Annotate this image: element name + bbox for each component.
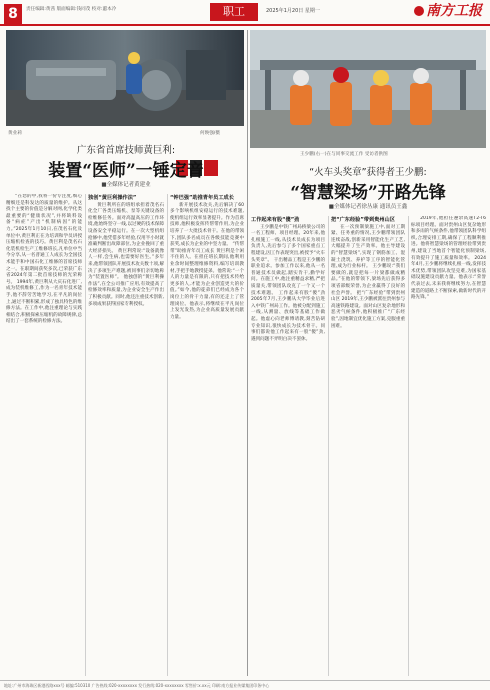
section-label: 职工 xyxy=(210,3,258,21)
right-subhead-1: 工作起来有股“傻”劲 xyxy=(251,217,300,223)
header-rule xyxy=(0,24,490,26)
newspaper-logo xyxy=(414,0,482,20)
right-subhead-2: 把“广东经验”带到贵州山区 xyxy=(331,217,395,223)
left-col-2 xyxy=(88,194,164,676)
right-photo-caption: 王少鹏(右一)在与同事交流工作 受访者供图 xyxy=(300,152,388,157)
story-divider xyxy=(247,30,248,676)
logo-text: 南方工报 xyxy=(426,3,482,19)
right-byline: ■全媒体记者徐丛康 通讯员王鑫 xyxy=(328,204,408,210)
left-photo-credit: 何焕强/摄 xyxy=(200,131,220,136)
right-col-2-text: 在一次预制梁施工中,面对工期紧、任务重的情况,王少鹏带领团队连续奋战,创新采用智能化生产工艺,大幅提升了生产效率。他主导建设的“智慧梁场”,实现了钢筋加工、混凝土浇筑、养护等工序的智能化管理,成为行业标杆。 王少鹏说:“我们要做的,就是把每一片梁都做成精品。”在他的带领下,梁场先后获得多项省部级荣誉,为企业赢得了良好的社会声誉。 把“广东经验”带到贵州山区 2019年,王少鹏被派往贵州参与高速铁路建设。面对山区复杂地形和恶劣气候条件,他积极推广“广东经验”,因地制宜优化施工方案,克服重重困难。 xyxy=(331,224,405,329)
editor-meta: 责任编辑:黄茜 版面编辑:钱同茂 校对:蕙本冷 xyxy=(26,7,117,12)
left-photo-caption: 黄业莉 xyxy=(8,131,22,136)
right-photo xyxy=(250,30,486,148)
page-footer: 地址:广州市海珠区新港西路xxx号 邮编:510310 广告热线:020-xxxxxxxx 发行热线:020-xxxxxxxx 零售价:x.xx元 印刷:南方报业传媒集团印务中心 xyxy=(0,680,490,690)
left-col-1 xyxy=(6,194,82,676)
column-divider xyxy=(167,194,168,676)
issue-date: 2025年1月20日 星期一 xyxy=(266,8,320,14)
right-kicker: “火车头奖章”获得者王少鹏: xyxy=(309,167,427,178)
left-col-1-text: “在您的中,我将一份专注度,细心精细还是科发达的质量的维护。从这找个主要的价值是分解对网,化学化类最重要的“健康状况”,并将缺料设备“病症”产出“机制病因”的能力。”2025年1月10日,在茂名石化及单位中,黄巨利正在为培训和学员讲授压缩机检查的技巧。黄巨利是茂名石化装机检生产工维修班长,凡单位中当今分享,从一名普通工人成长为全国技术能手和中国石化工维修的首席技师之一。在职期间获奖多次,已荣获广东省2024年第二批首席技师的光荣称号。 1994年,黄巨利从大庆石化进厂,成为装机维修工,作为一名青年技术能手,他不辞劳苦地学习,在平凡的岗位上,通过不断积累,形成了独具特色的维修方法。在工作中,他注重理论与实践相结合,积极探索压缩机的故障规律,总结出了一套系统的检修方法。 xyxy=(6,194,82,325)
left-title: 装置“医师”一锤定音 xyxy=(48,161,204,181)
column-divider xyxy=(328,216,329,676)
right-title: “智慧梁场”开路先锋 xyxy=(290,183,446,203)
left-col-2-text: 黄巨利所在的班组承担着茂名石化全厂各类压缩机、泵等关键设备的检维修任务。面对高温高压的工作环境,他始终坚守一线,以过硬的技术保障设备安全平稳运行。在一次大型机组抢修中,他凭借多年经验,仅用半小时就准确判断出故障部位,为企业挽回了重大经济损失。 黄巨利常说:“设备就像人一样,会生病,也需要好医生。”多年来,他带领团队开展技术攻关数十项,解决了多项生产难题,被同事们亲切地称为“装置医师”。 他独创的“黄巨利操作法”,在全公司推广应用,有效提高了检修效率和质量,为企业安全生产作出了积极贡献。同时,他还注重技术创新,多项成果获得国家专利授权。 xyxy=(88,202,164,307)
left-photo xyxy=(6,30,244,126)
page-number: 8 xyxy=(4,4,22,24)
right-col-3 xyxy=(411,216,486,676)
logo-icon xyxy=(414,6,424,16)
left-col-3 xyxy=(170,194,244,676)
left-byline: ■全媒体记者黄建业 xyxy=(101,182,151,188)
right-photo-image xyxy=(250,30,486,148)
right-col-2 xyxy=(331,216,405,676)
left-col-3-text: 新开展技术攻关,先后解决了60多个影响机组安稳运行的技术难题,使机组运行效率显著提升。作为首席技师,他积极发挥传帮带作用,为企业培养了一大批技术骨干。在他的带领下,团队多名成员在各级技能竞赛中获奖,成长为企业的中坚力量。 “传帮带”助推青年员工成长 黄巨利是个闲不住的人。在担任班长期间,他利用业余时间整理维修资料,编写培训教材,手把手地教授徒弟。他常说:“一个人的力量是有限的,只有把技术传给更多的人,才能为企业创造更大的价值。”如今,他的徒弟们已经成为各个岗位上的骨干力量,有的还走上了管理岗位。他表示,将继续在平凡岗位上发光发热,为企业高质量发展贡献力量。 xyxy=(170,202,244,320)
column-divider xyxy=(85,194,86,676)
left-subhead-2: “钟巴强”助推青年员工成长 xyxy=(170,195,234,201)
right-col-3-text: 2019年,他担任遵余高速T2-T6标项目经理。面对贵州山区复杂地形和多雨的气候条件,他带领团队科学组织,合理安排工期,确保了工程顺利推进。他将智慧梁场的管理经验带到贵州,建设了当地首个智能化预制梁场,有效提升了施工质量和效率。 2024年4月,王少鹏将继续扎根一线,发挥技术优势,带领团队攻坚克难,为国家基础设施建设贡献力量。他表示:“荣誉代表过去,未来我将继续努力,在智慧建造的道路上不断探索,做新时代的开路先锋。” xyxy=(411,216,486,301)
right-col-1 xyxy=(251,216,325,676)
column-divider xyxy=(408,216,409,676)
left-photo-image xyxy=(6,30,244,126)
left-subhead-1: 独创“黄巨利操作法” xyxy=(88,195,137,201)
left-kicker: 广东省首席技师黄巨利: xyxy=(76,145,176,156)
right-col-1-text: 王少鹏是中铁广州局桥梁公司的一名工程师、项目经理。20年来,他扎根施工一线,从技术员成长为项目负责人,先后参与了多个国家重点工程建设,因工作表现突出,被授予“火车头奖章”。 干出精品工程是王少鹏的职业追求。参加工作以来,他从一名普通技术员做起,踏实肯干,勤学好问。在施工中,他注重精益求精,严把质量关,带领团队攻克了一个又一个技术难题。 工作起来有股“傻”劲 2005年7月,王少鹏从大学毕业后进入中铁广州局工作。他被分配到施工一线,从测量、放线等基础工作做起。他虚心向老师傅请教,刻苦钻研专业知识,很快成长为技术骨干。同事们都说他工作起来有一股“傻”劲,遇到问题不弄明白决不罢休。 xyxy=(251,224,325,342)
